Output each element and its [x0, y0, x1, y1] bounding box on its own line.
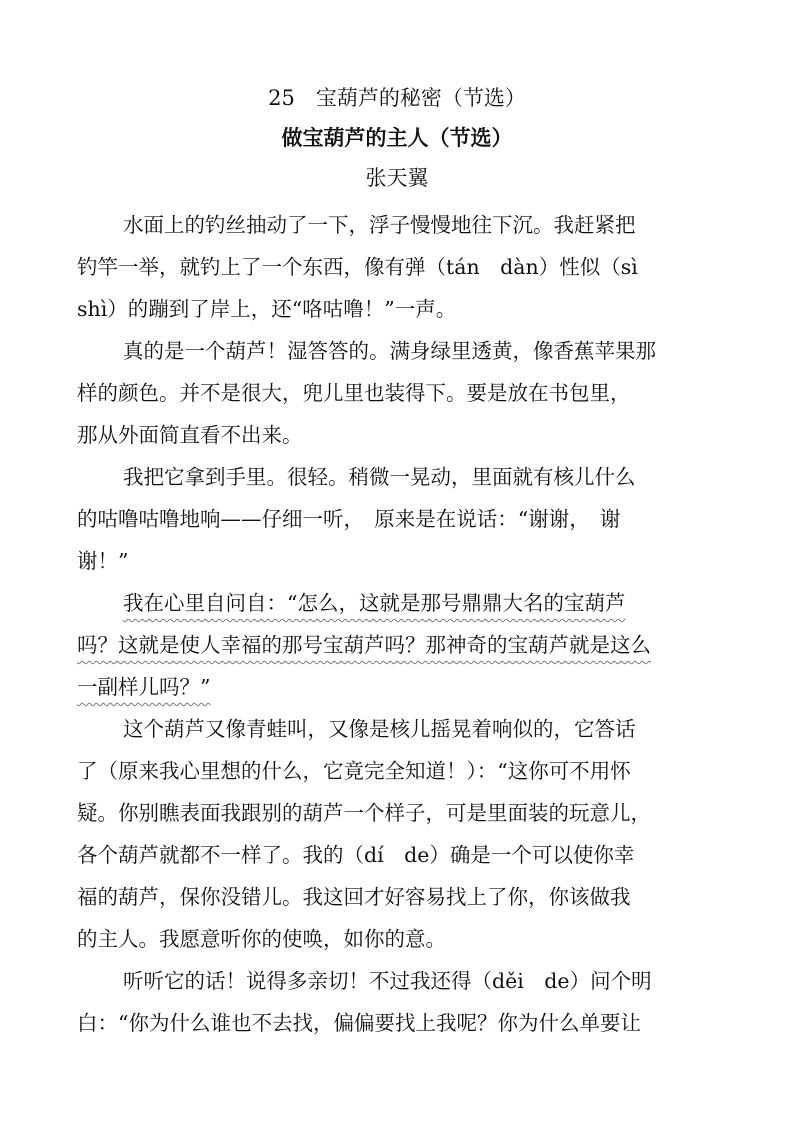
author-name: 张天翼	[365, 166, 429, 190]
text-line: shì）的蹦到了岸上，还“咯咕噜！”一声。	[77, 297, 457, 321]
text-line: 的主人。我愿意听你的使唤，如你的意。	[77, 927, 446, 951]
text-line	[77, 582, 717, 624]
wavy-underlined-text: 一副样儿吗？”	[77, 675, 211, 699]
paragraph-3	[77, 456, 717, 582]
paragraph-5	[77, 708, 717, 960]
text-line: 各个葫芦就都不一样了。我的（dí de）确是一个可以使你幸	[77, 843, 635, 867]
text-line: 我把它拿到手里。很轻。稍微一晃动，里面就有核儿什么	[123, 465, 636, 489]
wavy-underlined-text: 吗？这就是使人幸福的那号宝葫芦吗？那神奇的宝葫芦就是这么	[77, 633, 651, 657]
text-line: 样的颜色。并不是很大，兜儿里也装得下。要是放在书包里，	[77, 381, 631, 405]
text-line: 的咕噜咕噜地响——仔细一听， 原来是在说话：“谢谢， 谢	[77, 507, 621, 531]
text-line	[77, 666, 717, 708]
story-body	[77, 204, 717, 1044]
wavy-underlined-text: 我在心里自问自：“怎么，这就是那号鼎鼎大名的宝葫芦	[123, 591, 626, 615]
text-line: 了（原来我心里想的什么，它竟完全知道！）：“这你可不用怀	[77, 759, 631, 783]
paragraph-1	[77, 204, 717, 330]
text-line: 真的是一个葫芦！湿答答的。满身绿里透黄，像香蕉苹果那	[123, 339, 656, 363]
text-line: 谢！”	[77, 549, 129, 573]
text-line: 这个葫芦又像青蛙叫，又像是核儿摇晃着响似的，它答话	[123, 717, 636, 741]
paragraph-2	[77, 330, 717, 456]
paragraph-6	[77, 960, 717, 1044]
paragraph-4-underlined	[77, 582, 717, 708]
text-line: 钓竿一举，就钓上了一个东西，像有弹（tán dàn）性似（sì	[77, 255, 638, 279]
lesson-title: 25 宝葫芦的秘密（节选）	[268, 86, 526, 110]
text-line: 白：“你为什么谁也不去找，偏偏要找上我呢？你为什么单要让	[77, 1011, 641, 1035]
text-line: 水面上的钓丝抽动了一下，浮子慢慢地往下沉。我赶紧把	[123, 213, 636, 237]
section-title: 做宝葫芦的主人（节选）	[281, 125, 513, 150]
text-line: 疑。你别瞧表面我跟别的葫芦一个样子，可是里面装的玩意儿，	[77, 801, 651, 825]
text-line: 福的葫芦，保你没错儿。我这回才好容易找上了你，你该做我	[77, 885, 631, 909]
text-line: 那从外面简直看不出来。	[77, 423, 303, 447]
text-line: 听听它的话！说得多亲切！不过我还得（děi de）问个明	[123, 969, 652, 993]
text-line	[77, 624, 717, 666]
